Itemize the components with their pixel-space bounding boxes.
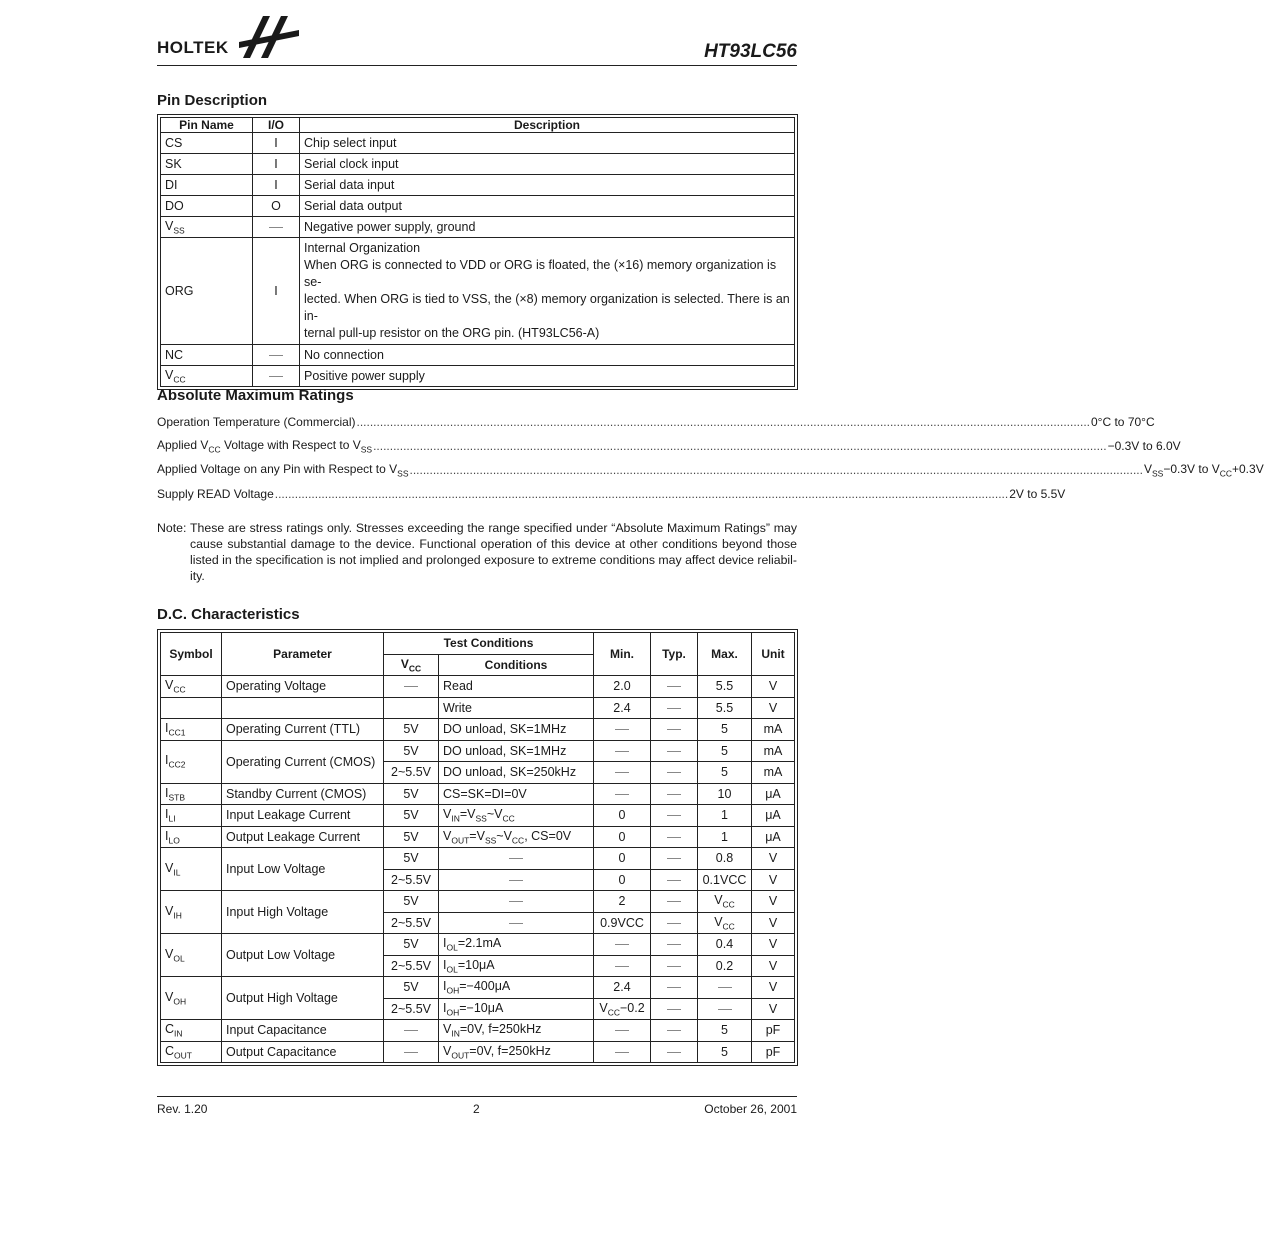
pin-name: SK	[161, 154, 253, 175]
pin-description: Negative power supply, ground	[300, 217, 795, 238]
dc-typ	[651, 934, 698, 956]
dc-typ	[651, 719, 698, 741]
pin-name: ORG	[161, 238, 253, 345]
dc-symbol: $I_{LI}$	[161, 805, 222, 827]
dc-max: 10	[698, 783, 752, 805]
column-header: Min.	[594, 633, 651, 676]
column-header: $V_{CC}$	[384, 654, 439, 676]
table-row	[161, 154, 795, 175]
dc-symbol: $I_{CC2}$	[161, 740, 222, 783]
table-row	[161, 934, 795, 956]
pin-io: I	[253, 175, 300, 196]
rating-label: Operation Temperature (Commercial)	[157, 415, 356, 429]
page-footer	[157, 1096, 797, 1116]
dc-unit: V	[752, 998, 795, 1020]
dc-unit: V	[752, 869, 795, 891]
brand-logo: HOLTEK	[157, 38, 229, 57]
pin-name: $V_{SS}$	[161, 217, 253, 238]
table-row	[161, 196, 795, 217]
dc-unit: V	[752, 912, 795, 934]
dc-conditions: $I_{OL}=10\mu A$	[439, 955, 594, 977]
pin-name: DI	[161, 175, 253, 196]
column-header: Conditions	[439, 654, 594, 676]
dc-vcc: 5V	[384, 805, 439, 827]
table-row	[161, 805, 795, 827]
dc-typ	[651, 826, 698, 848]
dc-typ	[651, 1020, 698, 1042]
dc-conditions: DO unload, SK=1MHz	[439, 740, 594, 762]
dc-min	[594, 762, 651, 784]
dc-min: 0	[594, 805, 651, 827]
dc-symbol: $C_{IN}$	[161, 1020, 222, 1042]
rating-row	[157, 482, 1066, 506]
dc-unit: V	[752, 934, 795, 956]
dc-unit: pF	[752, 1020, 795, 1042]
dc-max: 5	[698, 1020, 752, 1042]
table-row	[161, 345, 795, 366]
table-row	[161, 697, 795, 719]
dc-max: 5.5	[698, 676, 752, 698]
dc-conditions: $V_{OUT}=V_{SS}\sim V_{CC}$, CS=0V	[439, 826, 594, 848]
dc-conditions: CS=SK=DI=0V	[439, 783, 594, 805]
part-number: HT93LC56	[704, 41, 797, 62]
dc-min: 2.4	[594, 697, 651, 719]
note-text: These are stress ratings only. Stresses exceeding the range specified under “Absolute Maximum Ratings” may cause substantial damage to the device. Functional operation of this device at other conditions beyond those listed in the specification is not implied and prolonged exposure to extreme conditions may affect device reliabil-ity.	[190, 521, 797, 583]
dc-min: 0	[594, 869, 651, 891]
leader-dots: ............................................................................................................................................................................................................................	[356, 415, 1090, 429]
dc-unit: mA	[752, 719, 795, 741]
column-header: Symbol	[161, 633, 222, 676]
column-header: Typ.	[651, 633, 698, 676]
dc-vcc	[384, 676, 439, 698]
table-row	[161, 676, 795, 698]
dc-typ	[651, 740, 698, 762]
dc-parameter: Input High Voltage	[222, 891, 384, 934]
dc-vcc	[384, 1041, 439, 1063]
table-row	[161, 133, 795, 154]
table-row	[161, 238, 795, 345]
dc-typ	[651, 697, 698, 719]
dc-min	[594, 934, 651, 956]
dc-typ	[651, 869, 698, 891]
dc-typ	[651, 762, 698, 784]
dc-vcc: 5V	[384, 977, 439, 999]
dc-unit: pF	[752, 1041, 795, 1063]
dc-parameter: Operating Current (CMOS)	[222, 740, 384, 783]
dc-symbol: $C_{OUT}$	[161, 1041, 222, 1063]
dc-min: 2.0	[594, 676, 651, 698]
table-row	[161, 1041, 795, 1063]
dc-parameter: Operating Current (TTL)	[222, 719, 384, 741]
table-row	[161, 848, 795, 870]
dc-unit: V	[752, 848, 795, 870]
dc-vcc: 2~5.5V	[384, 955, 439, 977]
dc-typ	[651, 955, 698, 977]
pin-description-title: Pin Description	[157, 92, 268, 109]
dc-parameter: Output Capacitance	[222, 1041, 384, 1063]
dc-min	[594, 955, 651, 977]
dc-vcc: 5V	[384, 934, 439, 956]
table-row	[161, 826, 795, 848]
description-line: When ORG is connected to VDD or ORG is floated, the (×16) memory organization is se-	[304, 258, 777, 289]
dc-symbol: $V_{CC}$	[161, 676, 222, 698]
dc-unit: V	[752, 955, 795, 977]
dc-typ	[651, 977, 698, 999]
dc-min: 0	[594, 848, 651, 870]
revision: Rev. 1.20	[157, 1102, 208, 1116]
dc-vcc: 5V	[384, 783, 439, 805]
dc-max: 1	[698, 826, 752, 848]
absolute-max-title: Absolute Maximum Ratings	[157, 387, 354, 404]
dc-conditions: DO unload, SK=250kHz	[439, 762, 594, 784]
dc-typ	[651, 998, 698, 1020]
column-header: Parameter	[222, 633, 384, 676]
dc-parameter: Input Leakage Current	[222, 805, 384, 827]
page-number: 2	[473, 1102, 480, 1116]
dc-conditions	[439, 912, 594, 934]
dc-max: 5	[698, 719, 752, 741]
dc-unit: mA	[752, 740, 795, 762]
rating-row	[157, 434, 1181, 458]
pin-io: O	[253, 196, 300, 217]
dc-characteristics-table	[157, 629, 798, 1066]
dc-unit: V	[752, 977, 795, 999]
dc-parameter: Operating Voltage	[222, 676, 384, 698]
column-header: Unit	[752, 633, 795, 676]
dc-typ	[651, 805, 698, 827]
dc-unit: mA	[752, 762, 795, 784]
rating-label: Applied Voltage on any Pin with Respect to $V_{SS}$	[157, 461, 409, 479]
dc-typ	[651, 912, 698, 934]
dc-vcc: 2~5.5V	[384, 912, 439, 934]
dc-max: 5	[698, 762, 752, 784]
table-row	[161, 783, 795, 805]
dc-conditions	[439, 848, 594, 870]
column-header: I/O	[253, 118, 300, 133]
dc-parameter: Output High Voltage	[222, 977, 384, 1020]
column-header: Pin Name	[161, 118, 253, 133]
rating-row	[157, 410, 1155, 434]
dc-vcc: 5V	[384, 891, 439, 913]
dc-min: $V_{CC}-0.2$	[594, 998, 651, 1020]
holtek-logo-icon	[237, 12, 302, 62]
rating-row	[157, 458, 1264, 482]
column-header: Description	[300, 118, 795, 133]
rating-value: 0°C to 70°C	[1091, 415, 1155, 429]
dc-max	[698, 977, 752, 999]
dc-max: 5.5	[698, 697, 752, 719]
dc-min	[594, 740, 651, 762]
rating-value: −0.3V to 6.0V	[1107, 439, 1181, 453]
rating-label: Supply READ Voltage	[157, 487, 274, 501]
table-row	[161, 891, 795, 913]
rating-value: $V_{SS}-0.3V$ to $V_{CC}+0.3V$	[1143, 461, 1264, 479]
table-row	[161, 719, 795, 741]
dc-symbol: $V_{IL}$	[161, 848, 222, 891]
leader-dots: ............................................................................................................................................................................................................................	[409, 463, 1143, 477]
dc-conditions: DO unload, SK=1MHz	[439, 719, 594, 741]
page-header	[157, 10, 797, 66]
dc-conditions	[439, 869, 594, 891]
dc-unit: μA	[752, 805, 795, 827]
dc-conditions: $I_{OL}=2.1mA$	[439, 934, 594, 956]
pin-description: Serial data input	[300, 175, 795, 196]
dc-vcc: 5V	[384, 826, 439, 848]
dc-symbol: $V_{OH}$	[161, 977, 222, 1020]
dc-parameter: Standby Current (CMOS)	[222, 783, 384, 805]
dc-symbol: $V_{OL}$	[161, 934, 222, 977]
dc-vcc: 2~5.5V	[384, 869, 439, 891]
dc-typ	[651, 676, 698, 698]
dc-max: 1	[698, 805, 752, 827]
pin-io	[253, 366, 300, 387]
pin-io: I	[253, 133, 300, 154]
dc-symbol: $I_{CC1}$	[161, 719, 222, 741]
rating-value: 2V to 5.5V	[1009, 487, 1066, 501]
pin-io	[253, 217, 300, 238]
dc-unit: V	[752, 891, 795, 913]
table-row	[161, 740, 795, 762]
description-line: Internal Organization	[304, 241, 421, 255]
dc-conditions: Read	[439, 676, 594, 698]
pin-io: I	[253, 154, 300, 175]
dc-max: 5	[698, 740, 752, 762]
table-row	[161, 366, 795, 387]
pin-name: CS	[161, 133, 253, 154]
dc-max: 0.4	[698, 934, 752, 956]
pin-description: Positive power supply	[300, 366, 795, 387]
pin-description	[300, 238, 795, 345]
pin-description: Serial clock input	[300, 154, 795, 175]
dc-conditions: $V_{IN}=V_{SS}\sim V_{CC}$	[439, 805, 594, 827]
dc-min: 2.4	[594, 977, 651, 999]
pin-description: No connection	[300, 345, 795, 366]
dc-conditions: Write	[439, 697, 594, 719]
dc-vcc: 2~5.5V	[384, 998, 439, 1020]
leader-dots: ............................................................................................................................................................................................................................	[274, 487, 1009, 501]
dc-typ	[651, 1041, 698, 1063]
dc-conditions: $I_{OH}=-10\mu A$	[439, 998, 594, 1020]
dc-parameter: Output Low Voltage	[222, 934, 384, 977]
pin-description-table	[157, 114, 798, 390]
dc-min: 0.9VCC	[594, 912, 651, 934]
leader-dots: ............................................................................................................................................................................................................................	[373, 439, 1107, 453]
dc-parameter: Input Capacitance	[222, 1020, 384, 1042]
dc-max: 5	[698, 1041, 752, 1063]
dc-min: 0	[594, 826, 651, 848]
dc-vcc	[384, 1020, 439, 1042]
dc-vcc: 2~5.5V	[384, 762, 439, 784]
description-line: ternal pull-up resistor on the ORG pin. (HT93LC56-A)	[304, 326, 600, 340]
pin-io	[253, 345, 300, 366]
dc-conditions	[439, 891, 594, 913]
note-block	[157, 520, 797, 584]
dc-vcc	[384, 697, 439, 719]
table-row	[161, 217, 795, 238]
description-line: lected. When ORG is tied to VSS, the (×8) memory organization is selected. There is an in-	[304, 292, 790, 323]
dc-max: 0.8	[698, 848, 752, 870]
dc-symbol: $I_{LO}$	[161, 826, 222, 848]
rating-label: Applied $V_{CC}$ Voltage with Respect to $V_{SS}$	[157, 437, 373, 455]
dc-max	[698, 998, 752, 1020]
dc-max: 0.2	[698, 955, 752, 977]
dc-min	[594, 1041, 651, 1063]
footer-date: October 26, 2001	[704, 1102, 797, 1116]
dc-typ	[651, 891, 698, 913]
note-label: Note:	[157, 521, 187, 535]
dc-vcc: 5V	[384, 848, 439, 870]
dc-conditions: $V_{IN}=0V$, f=250kHz	[439, 1020, 594, 1042]
dc-max: $V_{CC}$	[698, 912, 752, 934]
dc-unit: μA	[752, 783, 795, 805]
table-row	[161, 977, 795, 999]
dc-parameter: Input Low Voltage	[222, 848, 384, 891]
ratings-list	[157, 410, 1264, 506]
dc-vcc: 5V	[384, 719, 439, 741]
dc-characteristics-title: D.C. Characteristics	[157, 606, 300, 623]
column-header: Max.	[698, 633, 752, 676]
dc-unit: V	[752, 697, 795, 719]
dc-parameter: Output Leakage Current	[222, 826, 384, 848]
pin-name: DO	[161, 196, 253, 217]
dc-max: $V_{CC}$	[698, 891, 752, 913]
dc-conditions: $V_{OUT}=0V$, f=250kHz	[439, 1041, 594, 1063]
dc-symbol: $I_{STB}$	[161, 783, 222, 805]
dc-unit: V	[752, 676, 795, 698]
dc-conditions: $I_{OH}=-400\mu A$	[439, 977, 594, 999]
dc-min	[594, 1020, 651, 1042]
dc-typ	[651, 848, 698, 870]
dc-min	[594, 719, 651, 741]
dc-min	[594, 783, 651, 805]
dc-max: 0.1VCC	[698, 869, 752, 891]
dc-parameter	[222, 697, 384, 719]
dc-symbol: $V_{IH}$	[161, 891, 222, 934]
dc-vcc: 5V	[384, 740, 439, 762]
pin-description: Chip select input	[300, 133, 795, 154]
column-header: Test Conditions	[384, 633, 594, 655]
pin-io: I	[253, 238, 300, 345]
dc-typ	[651, 783, 698, 805]
dc-unit: μA	[752, 826, 795, 848]
pin-description: Serial data output	[300, 196, 795, 217]
dc-min: 2	[594, 891, 651, 913]
pin-name: $V_{CC}$	[161, 366, 253, 387]
dc-symbol	[161, 697, 222, 719]
pin-name: NC	[161, 345, 253, 366]
table-row	[161, 1020, 795, 1042]
table-row	[161, 175, 795, 196]
